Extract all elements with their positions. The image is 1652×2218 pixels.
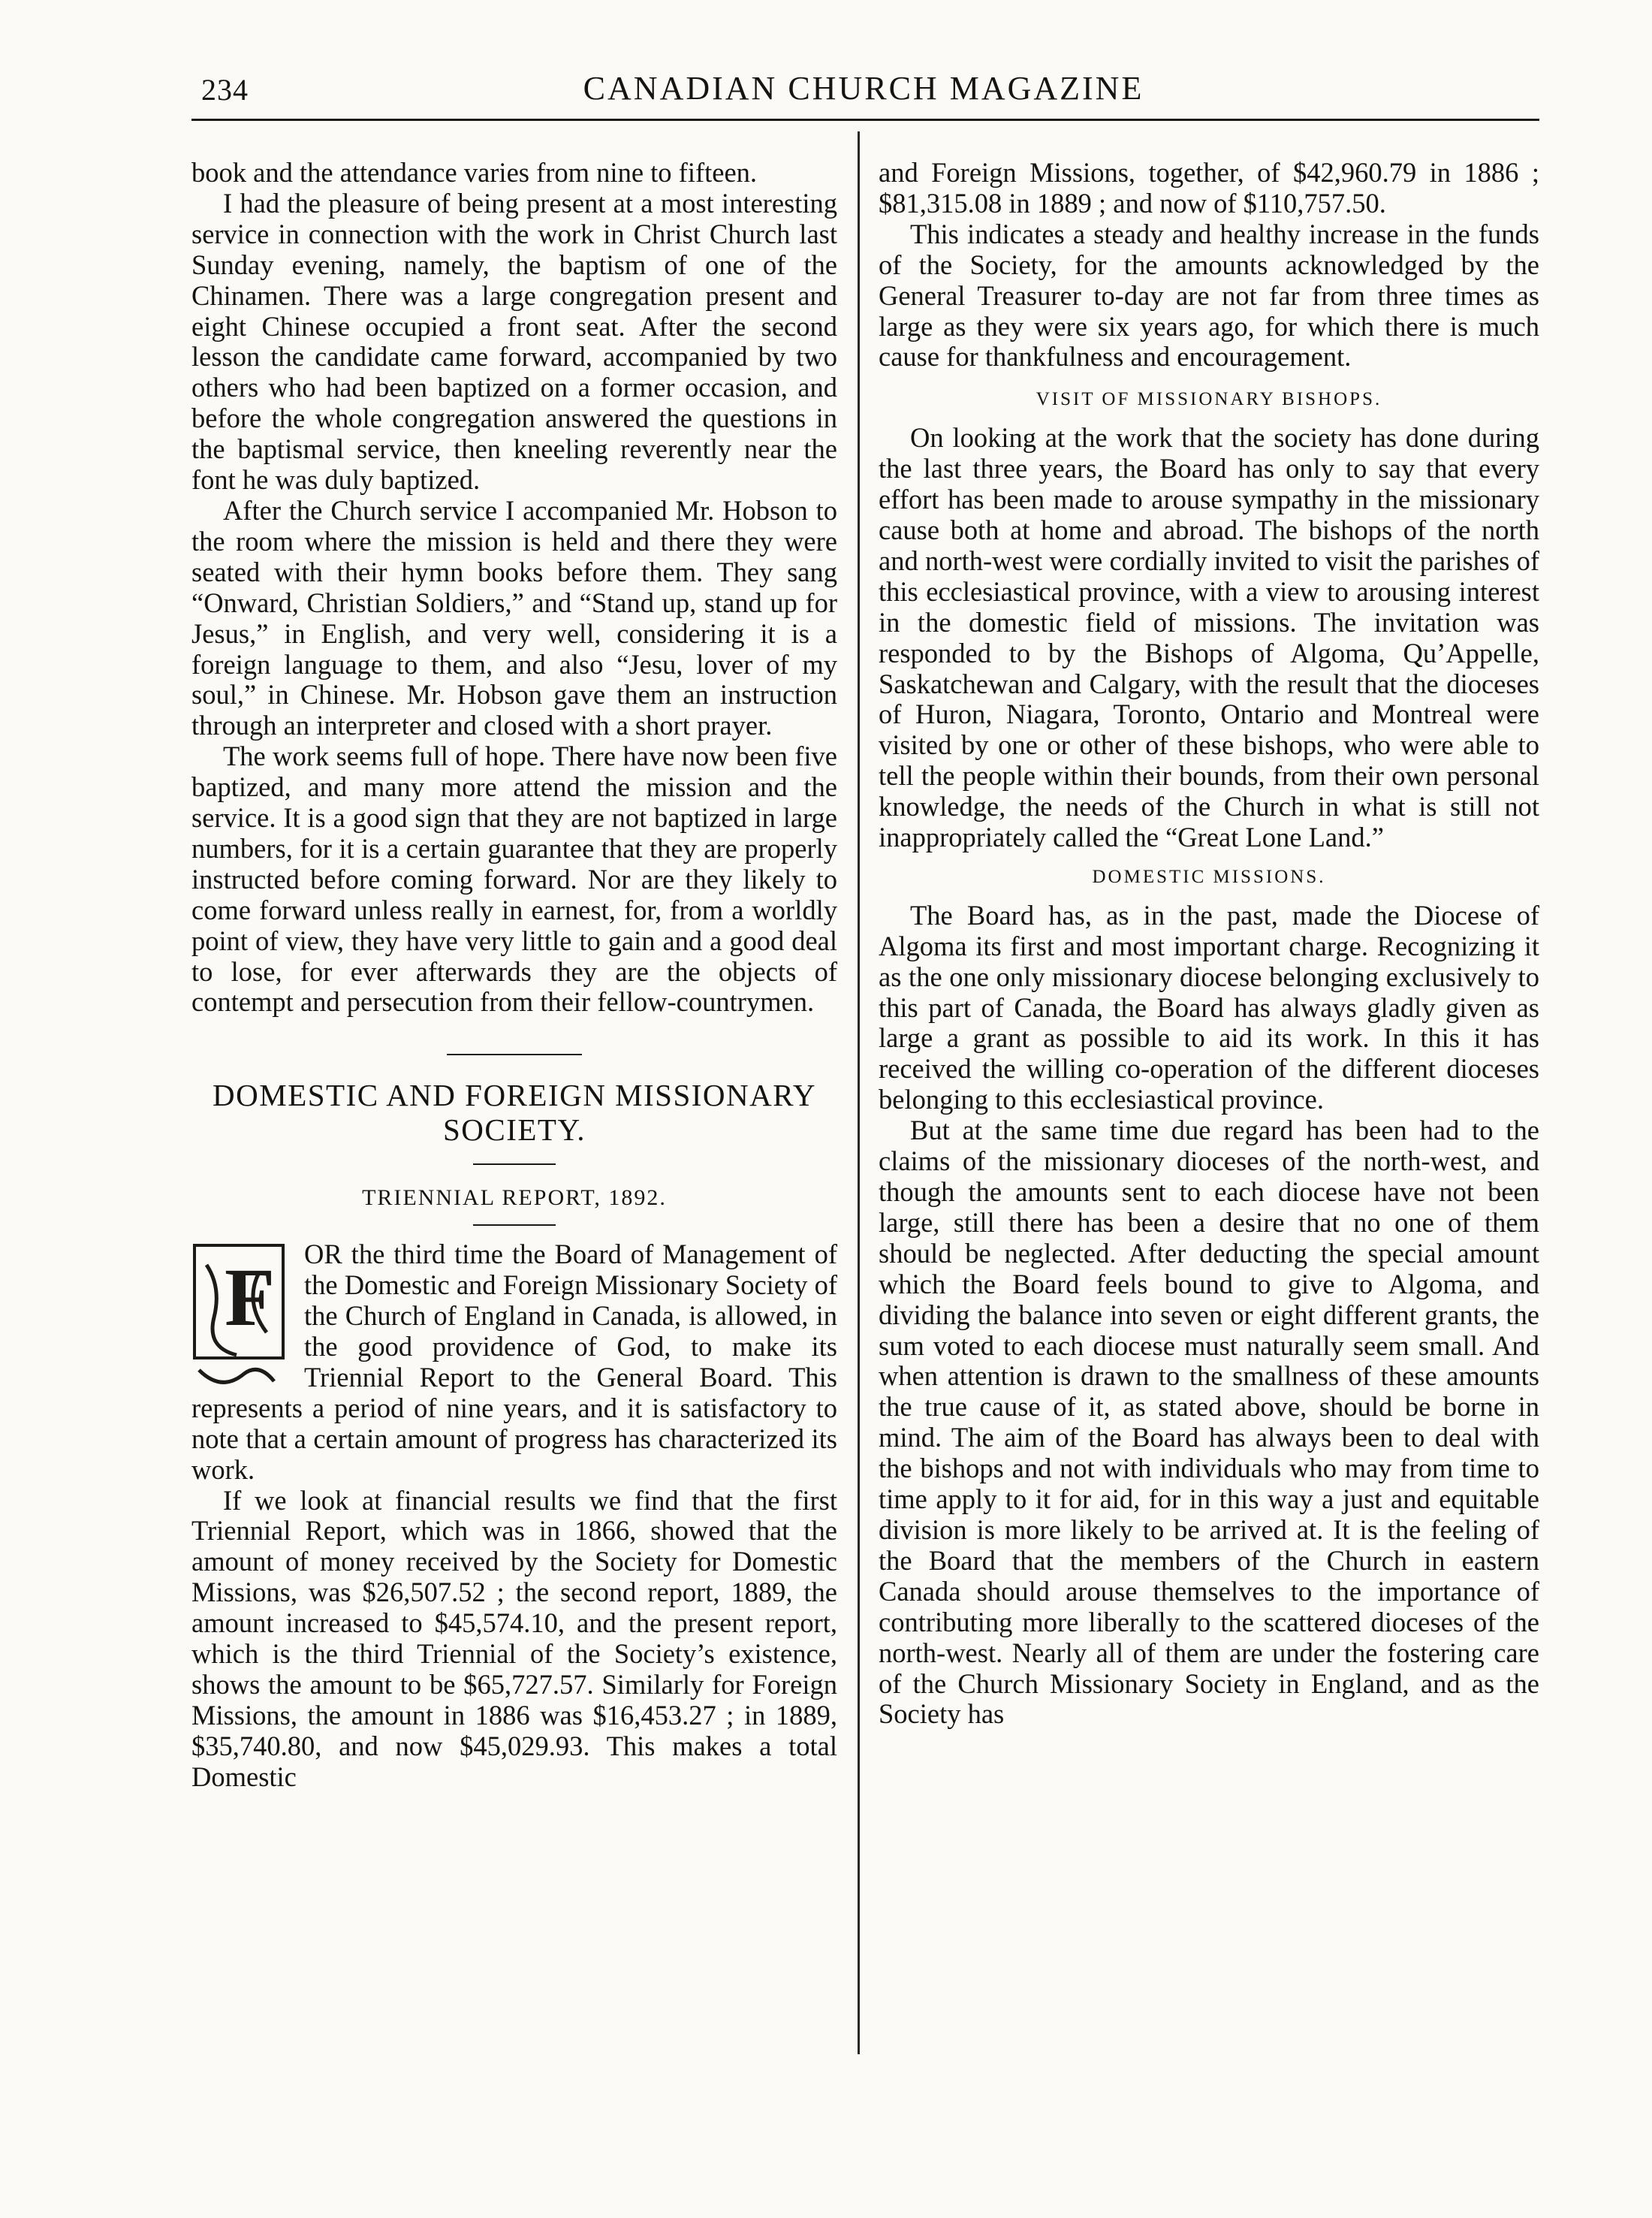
paragraph: On looking at the work that the society has done during the last three years, the Board has only to say that every effort has been made to arouse sympathy in the missionary cause both at home and abroad. The bishops of the north and north-west were cordially invited to visit the parishes of this ecclesiastical province, with a view to arousing interest in the domestic field of missions. The invitation was responded to by the Bishops of Algoma, Qu’Appelle, Saskatchewan and Calgary, with the result that the dioceses of Huron, Niagara, Toronto, Ontario and Montreal were visited by one or other of these bishops, who were able to tell the people within their bounds, from their own personal knowledge, the needs of the Church in what is still not inappropriately called the “Great Lone Land.” <box>879 422 1539 853</box>
paragraph-text: OR the third time the Board of Management of the Domestic and Foreign Missionary Society of the Church of England in Canada, is allowed, in the good providence of God, to make its Triennial Report to the General Board. This represents a period of nine years, and it is satisfactory to note that a certain amount of progress has characterized its work. <box>191 1239 837 1485</box>
left-column <box>191 158 837 1793</box>
paragraph: If we look at financial results we find that the first Triennial Report, which was in 1866, showed that the amount of money received by the Society for Domestic Missions, was $26,507.52 ; the second report, 1889, the amount increased to $45,574.10, and the present report, which is the third Triennial of the Society’s existence, shows the amount to be $65,727.57. Similarly for Foreign Missions, the amount in 1886 was $16,453.27 ; in 1889, $35,740.80, and now $45,029.93. This makes a total Domestic <box>191 1484 837 1792</box>
section-heading: VISIT OF MISSIONARY BISHOPS. <box>1036 389 1382 410</box>
running-head: CANADIAN CHURCH MAGAZINE <box>583 70 1144 107</box>
paragraph: After the Church service I accompanied Mr. Hobson to the room where the mission is held and there they were seated with their hymn books before them. They sang “Onward, Christian Soldiers,” and “Stand up, stand up for Jesus,” in English, and very well, considering it is a foreign language to them, and also “Jesu, lover of my soul,” in Chinese. Mr. Hobson gave them an instruction through an interpreter and closed with a short prayer. <box>191 494 837 741</box>
right-column <box>879 158 1539 1730</box>
paragraph: book and the attendance varies from nine to fifteen. <box>191 157 758 188</box>
opening-paragraph <box>191 1239 837 1485</box>
column-divider <box>858 131 860 2054</box>
article-title: DOMESTIC AND FOREIGN MISSIONARY SOCIETY. <box>213 1078 816 1148</box>
page-number: 234 <box>201 73 249 107</box>
header-rule <box>191 119 1539 121</box>
decorated-initial-icon <box>191 1242 289 1393</box>
svg-text:F: F <box>225 1251 276 1344</box>
paragraph: I had the pleasure of being present at a most interesting service in connection with the work in Christ Church last Sunday evening, namely, the baptism of one of the Chinamen. There was a large congregation present and eight Chinese occupied a front seat. After the second lesson the candidate came forward, accompanied by two others who had been baptized on a former occasion, and before the whole congregation answered the questions in the baptismal service, then kneeling reverently near the font he was duly baptized. <box>191 187 837 496</box>
paragraph: The work seems full of hope. There have now been five baptized, and many more attend the mission and the service. It is a good sign that they are not baptized in large numbers, for it is a certain guarantee that they are properly instructed before coming forward. Nor are they likely to come forward unless really in earnest, for, from a worldly point of view, they have very little to gain and a good deal to lose, for ever afterwards they are the objects of contempt and persecution from their fellow-countrymen. <box>191 741 837 1018</box>
paragraph: This indicates a steady and healthy increase in the funds of the Society, for the amounts acknowledged by the General Treasurer to-day are not far from three times as large as they were six years ago, for which there is much cause for thankfulness and encouragement. <box>879 218 1539 373</box>
article-subtitle: TRIENNIAL REPORT, 1892. <box>362 1185 667 1211</box>
paragraph: The Board has, as in the past, made the Diocese of Algoma its first and most important charge. Recognizing it as the one only missionary diocese belonging exclusively to this part of Canada, the Board has always gladly given as large a grant as possible to aid its work. In this it has received the willing co-operation of the different dioceses belonging to this ecclesiastical province. <box>879 899 1539 1115</box>
section-heading: DOMESTIC MISSIONS. <box>1092 866 1326 887</box>
paragraph: and Foreign Missions, together, of $42,960.79 in 1886 ; $81,315.08 in 1889 ; and now of $110,757.50. <box>879 157 1539 219</box>
paragraph: But at the same time due regard has been had to the claims of the missionary dioceses of the north-west, and though the amounts sent to each diocese have not been large, still there has been a desire that no one of them should be neglected. After deducting the special amount which the Board feels bound to give to Algoma, and dividing the balance into seven or eight different grants, the sum voted to each diocese must naturally seem small. And when attention is drawn to the smallness of these amounts the true cause of it, as stated above, should be borne in mind. The aim of the Board has always been to deal with the bishops and not with individuals who may from time to time apply to it for aid, for in this way a just and equitable division is more likely to be arrived at. It is the feeling of the Board that the members of the Church in eastern Canada should arouse themselves to the importance of contributing more liberally to the scattered dioceses of the north-west. Nearly all of them are under the fostering care of the Church Missionary Society in England, and as the Society has <box>879 1115 1539 1730</box>
